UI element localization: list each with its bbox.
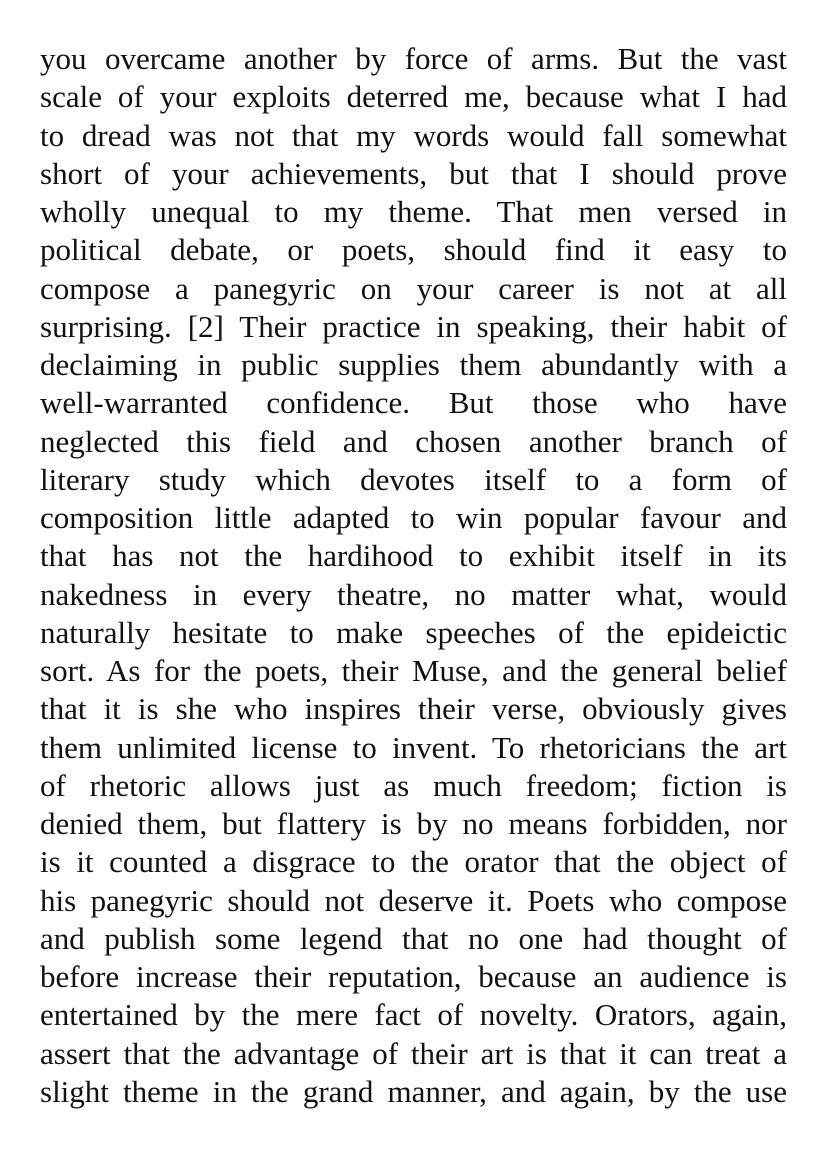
text-line: assert that the advantage of their art is that it can treat a [40,1035,787,1071]
text-line: of rhetoric allows just as much freedom; fiction is [40,767,787,803]
text-line: his panegyric should not deserve it. Poets who compose [40,882,787,918]
text-line: well-warranted confidence. But those who have [40,385,787,421]
text-line: and publish some legend that no one had thought of [40,920,787,956]
text-line: before increase their reputation, because an audience is [40,959,787,994]
text-line: to dread was not that my words would fall somewhat [40,117,787,153]
text-line: that it is she who inspires their verse, obviously gives [40,691,787,727]
text-line: entertained by the mere fact of novelty. Orators, again, [40,997,787,1033]
text-line: political debate, or poets, should find it easy to [40,232,787,268]
text-line: surprising. [2] Their practice in speaking, their habit of [40,308,787,344]
text-line: short of your achievements, but that I should prove [40,155,787,191]
text-line: composition little adapted to win popular favour and [40,500,787,535]
text-line: naturally hesitate to make speeches of the epideictic [40,614,787,650]
text-line: them unlimited license to invent. To rhetoricians the art [40,729,787,765]
text-line: denied them, but flattery is by no means forbidden, nor [40,806,787,841]
text-line: wholly unequal to my theme. That men versed in [40,194,787,229]
text-line: compose a panegyric on your career is not at all [40,270,787,306]
text-line: is it counted a disgrace to the orator that the object of [40,844,787,880]
text-line: declaiming in public supplies them abundantly with a [40,347,787,382]
text-line: that has not the hardihood to exhibit itself in its [40,538,787,574]
text-line: you overcame another by force of arms. But the vast [40,41,787,76]
text-line: literary study which devotes itself to a form of [40,461,787,497]
text-line: scale of your exploits deterred me, because what I had [40,79,787,115]
document-page [40,40,787,1111]
text-line: sort. As for the poets, their Muse, and the general belief [40,653,787,688]
text-line: nakedness in every theatre, no matter what, would [40,576,787,612]
text-line: neglected this field and chosen another branch of [40,423,787,459]
text-line: slight theme in the grand manner, and again, by the use [40,1073,787,1109]
